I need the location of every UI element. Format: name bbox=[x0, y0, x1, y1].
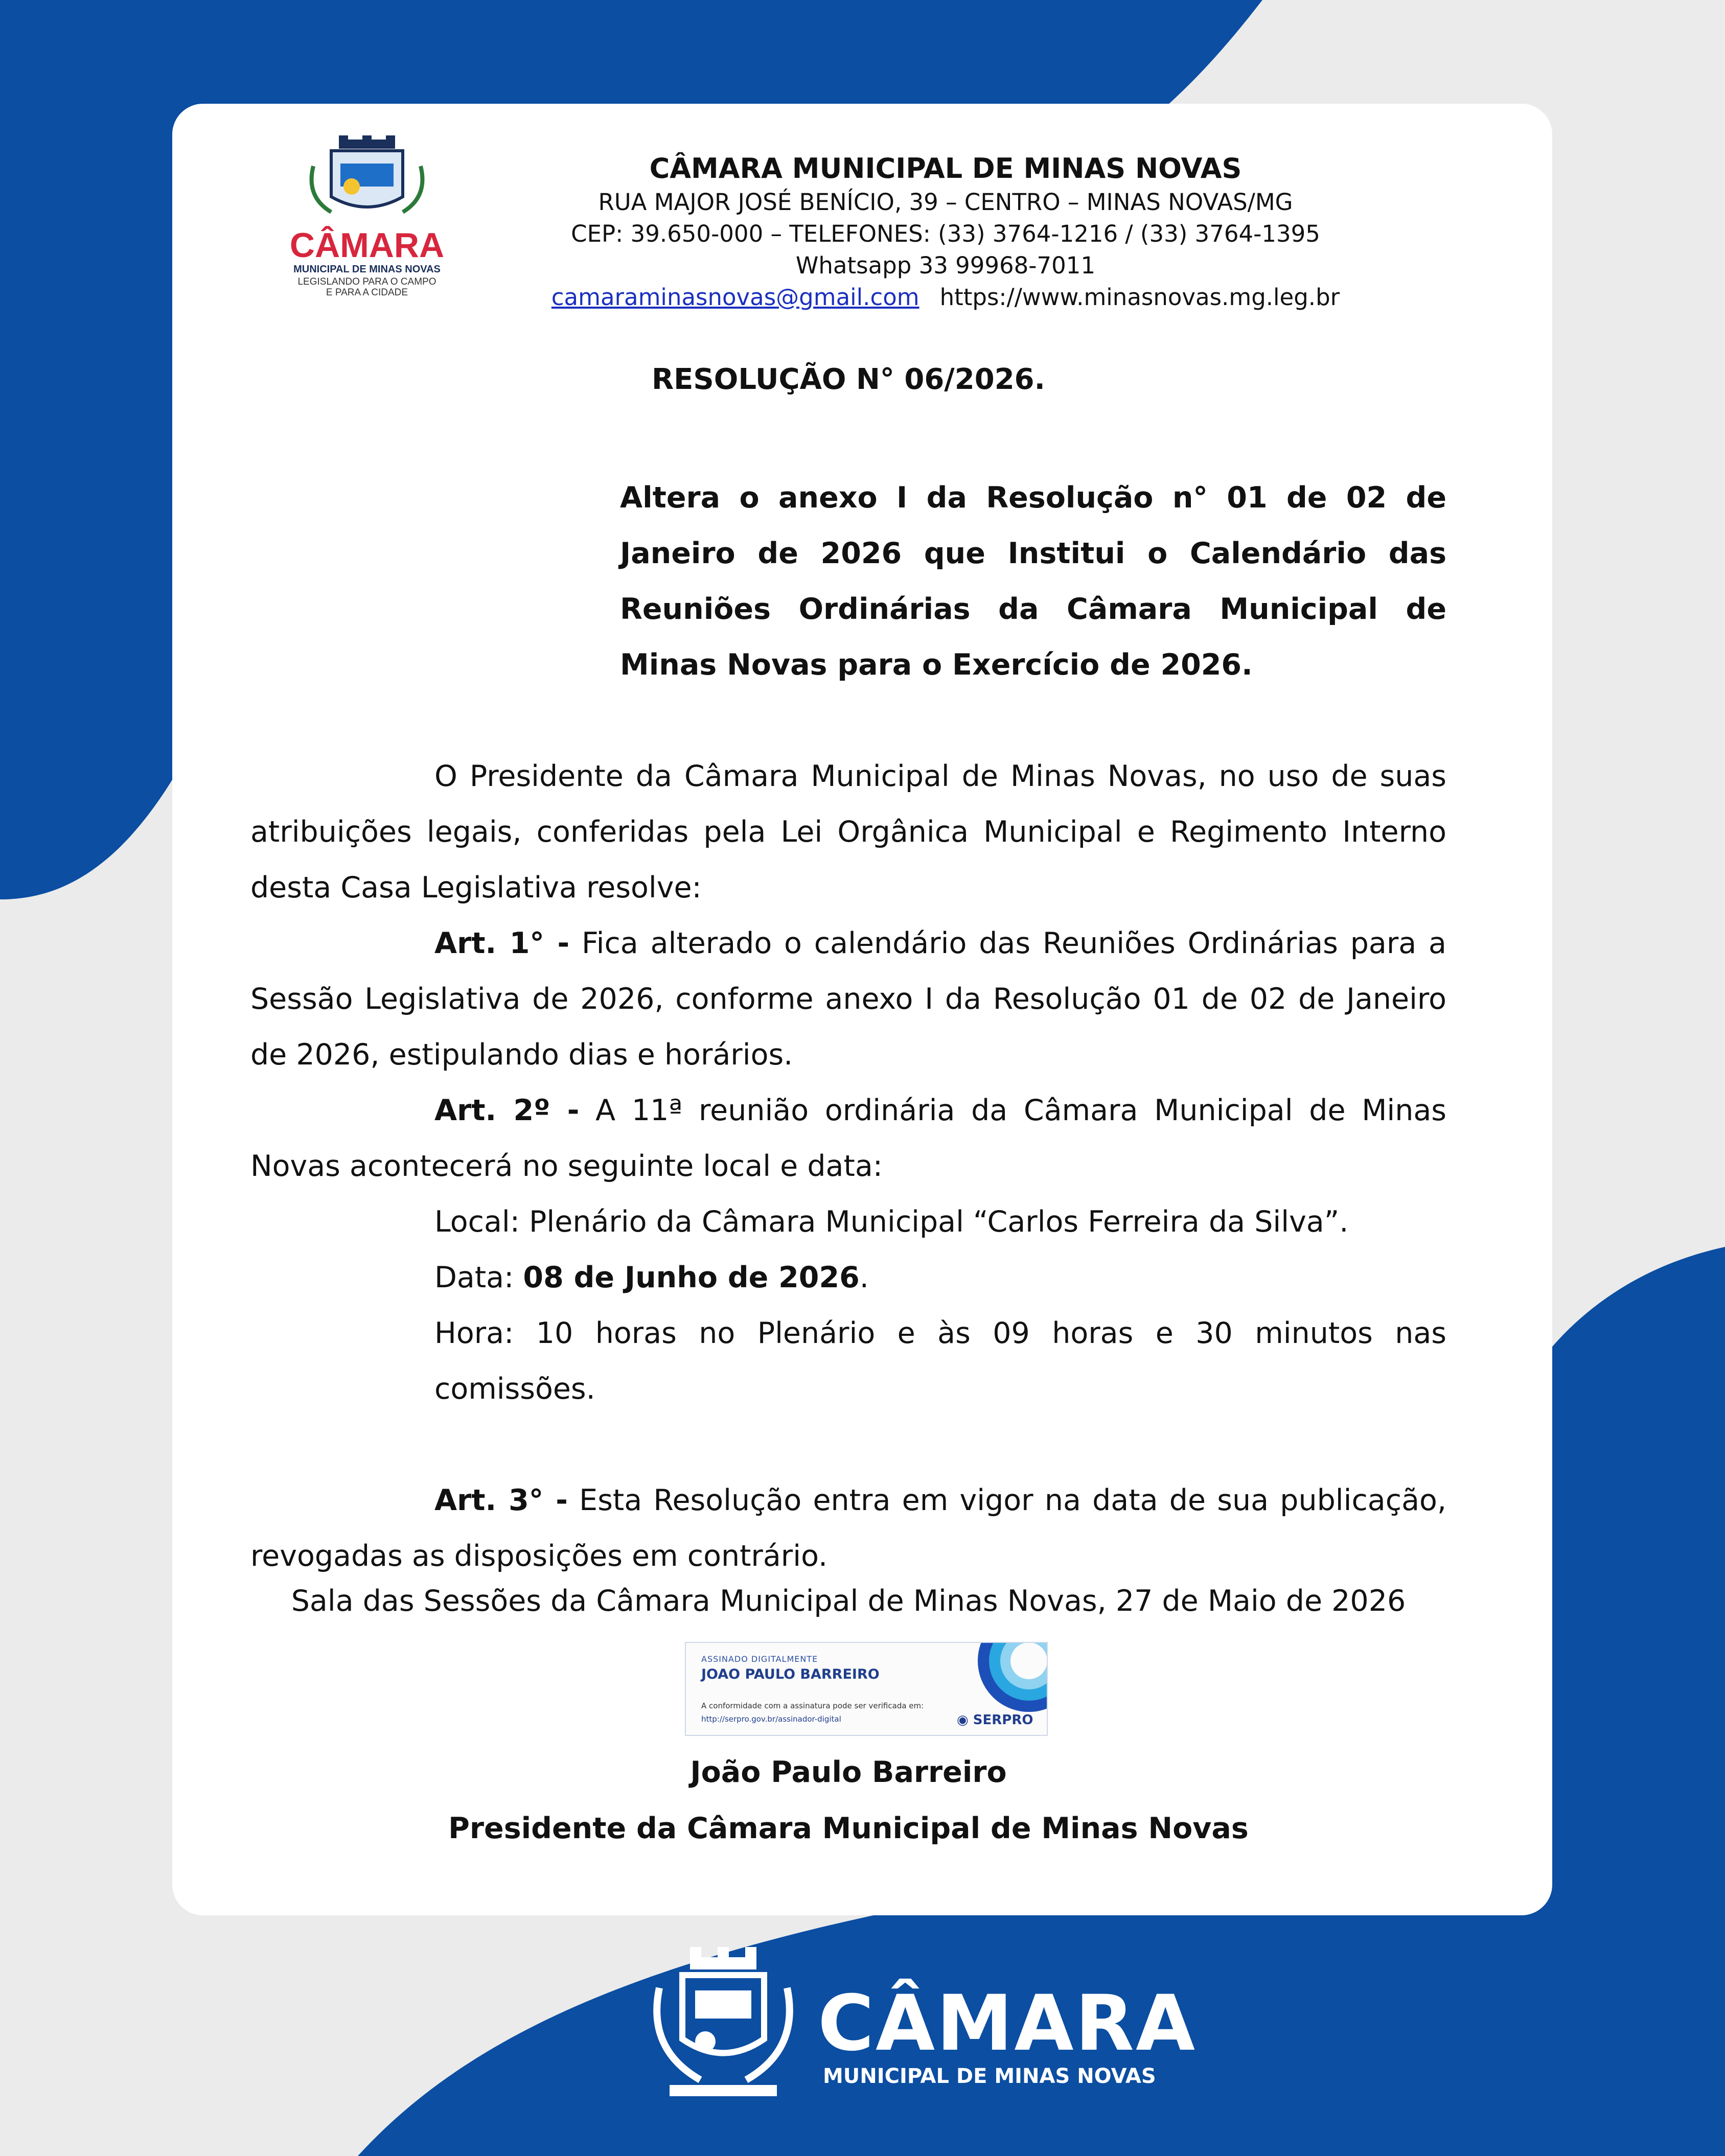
article-2-label: Art. 2º - bbox=[434, 1094, 580, 1127]
meeting-date-label: Data: bbox=[434, 1261, 523, 1294]
meeting-date-end: . bbox=[859, 1261, 869, 1294]
camara-coat-of-arms-icon bbox=[639, 1947, 808, 2131]
signer-role: Presidente da Câmara Municipal de Minas Novas bbox=[448, 1812, 1249, 1845]
spacer bbox=[250, 1417, 1446, 1473]
org-name: CÂMARA MUNICIPAL DE MINAS NOVAS bbox=[649, 152, 1242, 184]
website-link[interactable]: https://www.minasnovas.mg.leg.br bbox=[939, 284, 1340, 311]
footer-brand-sub: MUNICIPAL DE MINAS NOVAS bbox=[823, 2065, 1156, 2088]
serpro-logo-icon: ◉ bbox=[957, 1712, 969, 1728]
meeting-location: Local: Plenário da Câmara Municipal “Carlos Ferreira da Silva”. bbox=[434, 1205, 1349, 1239]
camara-logo-top bbox=[275, 135, 459, 319]
coat-of-arms-icon bbox=[312, 135, 423, 212]
preamble: O Presidente da Câmara Municipal de Minas Novas, no uso de suas atribuições legais, conferidas pela Lei Orgânica Municipal e Regimento Interno desta Casa Legislativa resolve: bbox=[250, 759, 1446, 905]
svg-text:E PARA A CIDADE: E PARA A CIDADE bbox=[326, 287, 408, 298]
meeting-date-value: 08 de Junho de 2026 bbox=[523, 1261, 860, 1294]
svg-text:LEGISLANDO PARA O CAMPO: LEGISLANDO PARA O CAMPO bbox=[297, 276, 436, 287]
resolution-title: RESOLUÇÃO N° 06/2026. bbox=[652, 363, 1045, 396]
signer-name: João Paulo Barreiro bbox=[690, 1755, 1007, 1789]
footer-brand bbox=[818, 1979, 1197, 2088]
address: RUA MAJOR JOSÉ BENÍCIO, 39 – CENTRO – MINAS NOVAS/MG bbox=[598, 189, 1293, 216]
meeting-date bbox=[250, 1250, 1446, 1306]
article-2-text: A 11ª reunião ordinária da Câmara Municipal de Minas Novas acontecerá no seguinte local e data: bbox=[250, 1094, 1446, 1183]
serpro-arc-icon bbox=[975, 1642, 1048, 1714]
closing-line: Sala das Sessões da Câmara Municipal de Minas Novas, 27 de Maio de 2026 bbox=[291, 1584, 1406, 1618]
article-1-label: Art. 1° - bbox=[434, 926, 570, 960]
signature-verify-text: A conformidade com a assinatura pode ser verificada em: bbox=[701, 1701, 924, 1710]
svg-text:CÂMARA: CÂMARA bbox=[289, 226, 445, 265]
article-3 bbox=[250, 1473, 1446, 1584]
whatsapp: Whatsapp 33 99968-7011 bbox=[795, 252, 1096, 279]
article-1 bbox=[250, 916, 1446, 1083]
signature-signer: JOAO PAULO BARREIRO bbox=[701, 1666, 880, 1682]
article-2 bbox=[250, 1083, 1446, 1194]
serpro-logo bbox=[957, 1712, 1033, 1728]
article-1-text: Fica alterado o calendário das Reuniões Ordinárias para a Sessão Legislativa de 2026, conforme anexo I da Resolução 01 de 02 de Janeiro de 2026, estipulando dias e horários. bbox=[250, 926, 1446, 1072]
svg-text:MUNICIPAL DE MINAS NOVAS: MUNICIPAL DE MINAS NOVAS bbox=[293, 264, 441, 275]
resolution-body bbox=[250, 749, 1446, 1584]
article-3-label: Art. 3° - bbox=[434, 1483, 568, 1517]
meeting-time: Hora: 10 horas no Plenário e às 09 horas e 30 minutos nas comissões. bbox=[434, 1316, 1446, 1406]
serpro-name: SERPRO bbox=[973, 1712, 1033, 1728]
digital-signature-stamp bbox=[685, 1642, 1048, 1736]
letterhead bbox=[511, 151, 1380, 313]
contact-links bbox=[511, 282, 1380, 313]
footer-brand-name: CÂMARA bbox=[818, 1979, 1197, 2068]
resolution-summary: Altera o anexo I da Resolução n° 01 de 02 de Janeiro de 2026 que Institui o Calendário das Reuniões Ordinárias da Câmara Municipal de Minas Novas para o Exercício de 2026. bbox=[620, 481, 1446, 682]
signature-verify-url[interactable]: http://serpro.gov.br/assinador-digital bbox=[701, 1714, 841, 1724]
article-3-text: Esta Resolução entra em vigor na data de sua publicação, revogadas as disposições em contrário. bbox=[250, 1483, 1446, 1573]
signature-heading: ASSINADO DIGITALMENTE bbox=[701, 1654, 818, 1664]
phones: CEP: 39.650-000 – TELEFONES: (33) 3764-1216 / (33) 3764-1395 bbox=[571, 220, 1320, 247]
email-link[interactable]: camaraminasnovas@gmail.com bbox=[551, 284, 919, 311]
